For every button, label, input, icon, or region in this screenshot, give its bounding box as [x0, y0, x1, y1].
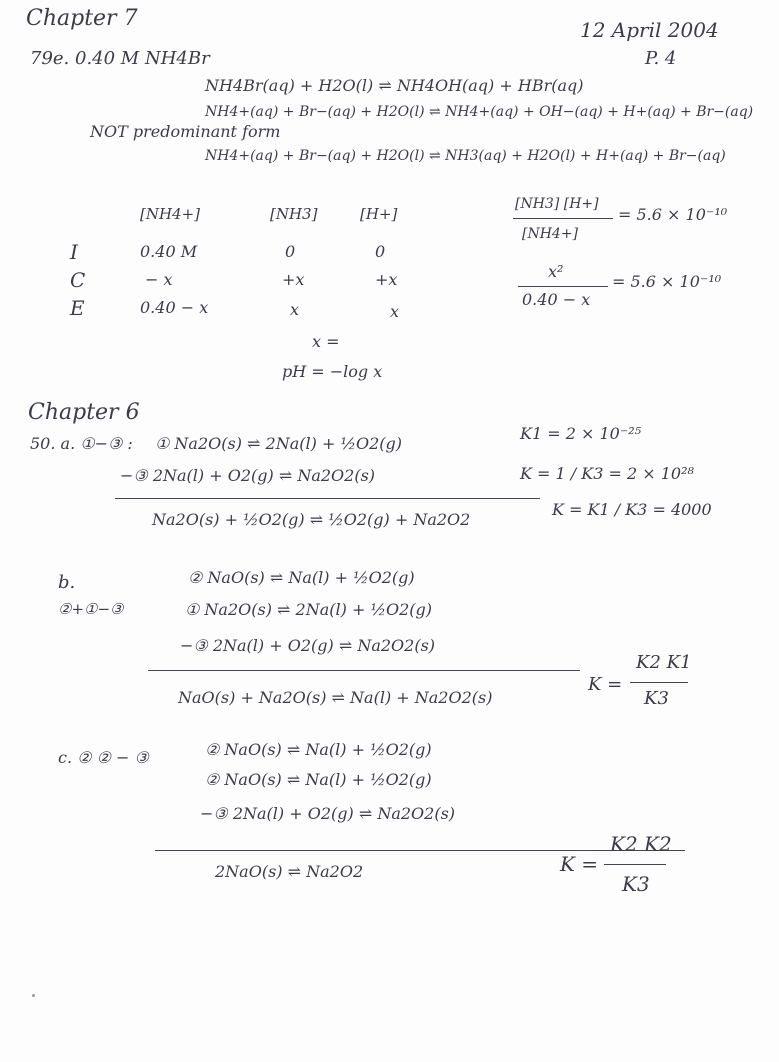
k1-value: K1 = 2 × 10⁻²⁵ [520, 424, 642, 443]
x-numerator: x² [548, 262, 564, 281]
part-b-line-3: −③ 2Na(l) + O2(g) ⇌ Na2O2(s) [180, 636, 436, 655]
part-c-sum: 2NaO(s) ⇌ Na2O2 [215, 862, 364, 881]
x-equals: x = [312, 332, 340, 351]
part-c-line-1: ② NaO(s) ⇌ Na(l) + ½O2(g) [205, 740, 432, 759]
part-a-line-2: −③ 2Na(l) + O2(g) ⇌ Na2O2(s) [120, 466, 376, 485]
part-a-sum: Na2O(s) + ½O2(g) ⇌ ½O2(g) + Na2O2 [152, 510, 471, 529]
ice-row-label-i: I [70, 240, 78, 264]
ice-row-label-e: E [70, 296, 85, 320]
chapter-7-heading: Chapter 7 [26, 6, 138, 31]
ph-expression: pH = −log x [282, 362, 383, 381]
ice-cell: 0.40 M [140, 242, 198, 261]
problem-79e: 79e. 0.40 M NH4Br [30, 48, 210, 69]
ice-cell: +x [375, 270, 398, 289]
ice-cell: x [290, 300, 300, 319]
part-b-line-2: ① Na2O(s) ⇌ 2Na(l) + ½O2(g) [185, 600, 432, 619]
k-inverse: K = 1 / K3 = 2 × 10²⁸ [520, 464, 694, 483]
chapter-6-heading: Chapter 6 [28, 400, 140, 425]
ice-cell: 0 [375, 242, 386, 261]
part-a-line-1: ① Na2O(s) ⇌ 2Na(l) + ½O2(g) [155, 434, 402, 453]
ka-denominator: [NH4+] [522, 226, 579, 242]
date: 12 April 2004 [580, 18, 719, 42]
part-c-line-3: −③ 2Na(l) + O2(g) ⇌ Na2O2(s) [200, 804, 456, 823]
part-c-sum-line [155, 850, 685, 851]
ice-header-nh3: [NH3] [270, 205, 318, 223]
ice-cell: x [390, 302, 400, 321]
ice-cell: − x [145, 270, 173, 289]
ice-header-h: [H+] [360, 205, 398, 223]
part-b-k-lhs: K = [588, 674, 623, 695]
ka-value: = 5.6 × 10⁻¹⁰ [618, 205, 728, 224]
ice-cell: 0.40 − x [140, 298, 209, 317]
x-denominator: 0.40 − x [522, 290, 591, 309]
x-value: = 5.6 × 10⁻¹⁰ [612, 272, 722, 291]
part-c-line-2: ② NaO(s) ⇌ Na(l) + ½O2(g) [205, 770, 432, 789]
equation-3: NH4+(aq) + Br−(aq) + H2O(l) ⇌ NH3(aq) + H2O(l) + H+(aq) + Br−(aq) [205, 148, 726, 164]
part-b-sum: NaO(s) + Na2O(s) ⇌ Na(l) + Na2O2(s) [178, 688, 493, 707]
part-b-k-denominator: K3 [644, 688, 669, 709]
ka-numerator: [NH3] [H+] [515, 196, 599, 212]
part-c-k-denominator: K3 [622, 872, 650, 896]
part-b-line-1: ② NaO(s) ⇌ Na(l) + ½O2(g) [188, 568, 415, 587]
ice-cell: +x [282, 270, 305, 289]
equation-2: NH4+(aq) + Br−(aq) + H2O(l) ⇌ NH4+(aq) + OH−(aq) + H+(aq) + Br−(aq) [205, 104, 754, 120]
part-c-k-numerator: K2 K2 [610, 832, 672, 856]
part-b-operations: ②+①−③ [58, 600, 124, 618]
x-fraction-bar [518, 286, 608, 287]
part-c-label: c. ② ② − ③ [58, 748, 149, 767]
k-total: K = K1 / K3 = 4000 [552, 500, 712, 519]
not-predominant-note: NOT predominant form [90, 122, 281, 141]
scan-speck [32, 994, 35, 997]
ice-cell: 0 [285, 242, 296, 261]
part-a-label: 50. a. ①−③ : [30, 434, 133, 453]
part-b-sum-line [148, 670, 580, 671]
equation-1: NH4Br(aq) + H2O(l) ⇌ NH4OH(aq) + HBr(aq) [205, 76, 584, 95]
part-b-k-numerator: K2 K1 [636, 652, 692, 673]
part-b-k-fraction-bar [630, 682, 688, 683]
ka-fraction-bar [513, 218, 613, 219]
ice-header-nh4: [NH4+] [140, 205, 201, 223]
ice-row-label-c: C [70, 268, 86, 292]
part-c-k-lhs: K = [560, 852, 599, 876]
page-number: P. 4 [645, 48, 677, 69]
part-a-sum-line [115, 498, 540, 499]
part-b-label: b. [58, 572, 76, 593]
part-c-k-fraction-bar [604, 864, 666, 865]
